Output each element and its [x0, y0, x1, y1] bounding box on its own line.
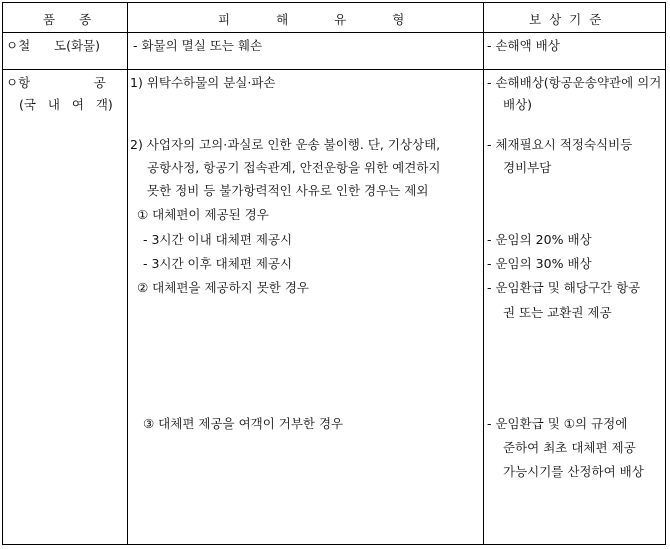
comp-item-1-line1: - 손해배상(항공운송약관에 의거: [487, 75, 662, 90]
damage-item-2-line3: 못한 정비 등 불가항력적인 사유로 인한 경우는 제외: [147, 183, 429, 198]
damage-sub-3: ③ 대체편 제공을 여객이 거부한 경우: [143, 416, 344, 431]
header-comp-char: 준: [589, 12, 602, 27]
header-category-char: 종: [79, 12, 92, 27]
header-comp-char: 상: [549, 12, 562, 27]
damage-sub-2: ② 대체편을 제공하지 못한 경우: [137, 280, 310, 295]
header-damage-char: 피: [218, 12, 231, 27]
damage-sub-1b: - 3시간 이후 대체편 제공시: [143, 256, 293, 271]
comp-sub-2-line2: 권 또는 교환권 제공: [503, 305, 612, 320]
column-divider-1: [127, 3, 128, 544]
category-air: ㅇ항 공: [6, 75, 106, 90]
comp-item-2-line2: 경비부담: [503, 160, 552, 175]
comp-sub-2-line1: - 운임환급 및 해당구간 항공: [487, 280, 641, 295]
comp-sub-1a: - 운임의 20% 배상: [487, 232, 592, 247]
comp-sub-1b: - 운임의 30% 배상: [487, 256, 592, 271]
row-divider: [3, 69, 665, 70]
comp-item-1-line2: 배상): [503, 97, 533, 112]
damage-rail: - 화물의 멸실 또는 훼손: [133, 38, 263, 53]
header-category-char: 품: [43, 12, 56, 27]
damage-item-2-line2: 공항사정, 항공기 접속관계, 안전운항을 위한 예견하지: [147, 160, 441, 175]
header-damage-char: 형: [392, 12, 405, 27]
comp-item-2-line1: - 체재필요시 적정숙식비등: [487, 137, 633, 152]
header-damage-type: [218, 10, 404, 28]
damage-sub-1: ① 대체편이 제공된 경우: [137, 207, 269, 222]
comp-sub-3-line1: - 운임환급 및 ①의 규정에: [487, 416, 628, 431]
header-compensation: [529, 10, 601, 28]
compensation-table: [2, 2, 666, 545]
header-damage-char: 유: [334, 12, 347, 27]
column-divider-2: [483, 3, 484, 544]
comp-sub-3-line2: 준하여 최초 대체편 제공: [503, 440, 636, 455]
category-air-sub: (국 내 여 객): [19, 97, 113, 112]
header-category: [43, 10, 91, 28]
category-rail: ㅇ철 도(화물): [6, 38, 100, 53]
header-damage-char: 해: [276, 12, 289, 27]
compensation-rail: - 손해액 배상: [487, 38, 560, 53]
damage-sub-1a: - 3시간 이내 대체편 제공시: [143, 232, 293, 247]
damage-item-1: 1) 위탁수하물의 분실·파손: [130, 75, 276, 90]
header-comp-char: 기: [569, 12, 582, 27]
header-divider: [3, 32, 665, 33]
damage-item-2-line1: 2) 사업자의 고의·과실로 인한 운송 불이행. 단, 기상상태,: [130, 137, 441, 152]
header-comp-char: 보: [529, 12, 542, 27]
comp-sub-3-line3: 가능시기를 산정하여 배상: [503, 464, 644, 479]
